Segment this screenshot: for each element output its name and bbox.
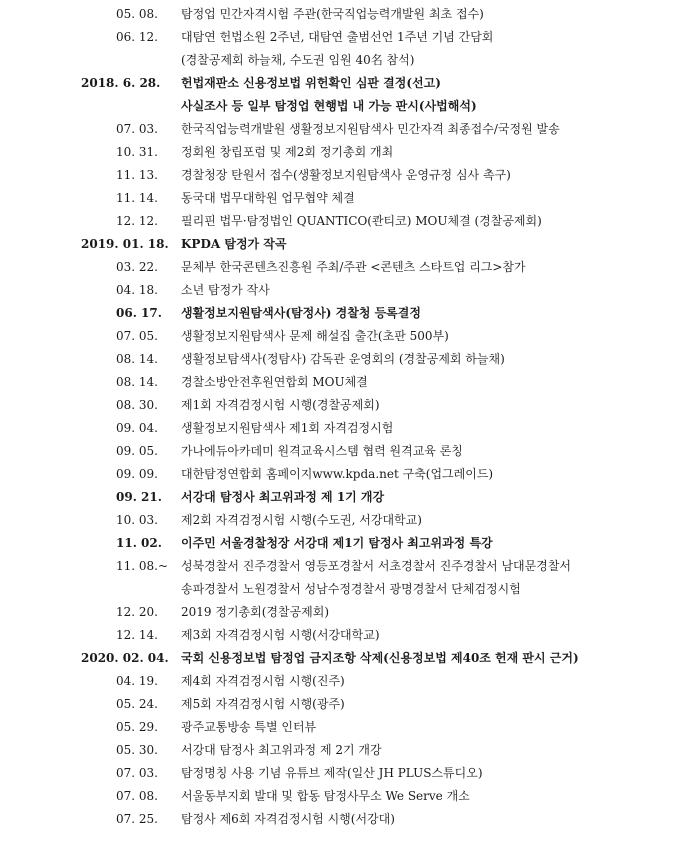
timeline-date: 08. 14. <box>116 375 158 389</box>
timeline-date: 11. 14. <box>116 191 158 205</box>
timeline-event: 동국대 법무대학원 업무협약 체결 <box>181 191 355 205</box>
timeline-date: 2020. 02. 04. <box>81 651 169 665</box>
timeline-date: 11. 02. <box>116 536 162 550</box>
timeline-row <box>0 302 684 324</box>
timeline-event: 생활정보지원탐색사 문제 해설집 출간(초판 500부) <box>181 329 449 343</box>
timeline-date: 07. 03. <box>116 122 158 136</box>
timeline-date: 06. 12. <box>116 30 158 44</box>
timeline-date: 04. 18. <box>116 283 158 297</box>
timeline-row <box>0 49 684 71</box>
timeline-date: 11. 08.~ <box>116 559 169 573</box>
timeline-date: 05. 29. <box>116 720 158 734</box>
timeline-date: 2019. 01. 18. <box>81 237 169 251</box>
timeline-event: 송파경찰서 노원경찰서 성남수정경찰서 광명경찰서 단체검정시험 <box>181 582 521 596</box>
timeline-event: 탐정업 민간자격시험 주관(한국직업능력개발원 최초 접수) <box>181 7 484 21</box>
timeline-row <box>0 509 684 531</box>
timeline-row <box>0 394 684 416</box>
timeline-event: 서강대 탐정사 최고위과정 제 1기 개강 <box>181 490 385 504</box>
timeline-event: 제2회 자격검정시험 시행(수도권, 서강대학교) <box>181 513 422 527</box>
timeline-event: 사실조사 등 일부 탐정업 현행법 내 가능 판시(사법해석) <box>181 99 477 113</box>
timeline-row <box>0 325 684 347</box>
timeline-event: 생활정보탐색사(정탐사) 감독관 운영회의 (경찰공제회 하늘채) <box>181 352 505 366</box>
timeline-event: 대한탐정연합회 홈페이지www.kpda.net 구축(업그레이드) <box>181 467 494 481</box>
timeline-event: 한국직업능력개발원 생활정보지원탐색사 민간자격 최종접수/국정원 발송 <box>181 122 560 136</box>
timeline-row <box>0 72 684 94</box>
timeline-row <box>0 463 684 485</box>
timeline-date: 04. 19. <box>116 674 158 688</box>
timeline-date: 10. 03. <box>116 513 158 527</box>
timeline-event: 2019 정기총회(경찰공제회) <box>181 605 330 619</box>
timeline-row <box>0 693 684 715</box>
timeline-row <box>0 118 684 140</box>
timeline-event: 탐정명칭 사용 기념 유튜브 제작(일산 JH PLUS스튜디오) <box>181 766 483 780</box>
timeline-date: 07. 03. <box>116 766 158 780</box>
timeline-date: 09. 21. <box>116 490 162 504</box>
timeline-row <box>0 624 684 646</box>
timeline-row <box>0 348 684 370</box>
timeline-row <box>0 670 684 692</box>
timeline-event: 정회원 창립포럼 및 제2회 정기총회 개최 <box>181 145 394 159</box>
timeline-date: 06. 17. <box>116 306 162 320</box>
timeline-date: 12. 20. <box>116 605 158 619</box>
timeline-row <box>0 26 684 48</box>
timeline-event: 서울동부지회 발대 및 합동 탐정사무소 We Serve 개소 <box>181 789 470 803</box>
timeline-date: 05. 30. <box>116 743 158 757</box>
timeline-event: 제3회 자격검정시험 시행(서강대학교) <box>181 628 380 642</box>
timeline-event: 제1회 자격검정시험 시행(경찰공제회) <box>181 398 380 412</box>
timeline-date: 07. 08. <box>116 789 158 803</box>
timeline-date: 09. 05. <box>116 444 158 458</box>
timeline-event: 제4회 자격검정시험 시행(진주) <box>181 674 345 688</box>
timeline-event: 헌법재판소 신용정보법 위헌확인 심판 결정(선고) <box>181 76 441 90</box>
timeline-date: 03. 22. <box>116 260 158 274</box>
timeline-date: 09. 09. <box>116 467 158 481</box>
timeline-date: 05. 24. <box>116 697 158 711</box>
timeline-date: 2018. 6. 28. <box>81 76 161 90</box>
timeline-event: 생활정보지원탐색사(탐정사) 경찰청 등록결정 <box>181 306 421 320</box>
timeline-event: 제5회 자격검정시험 시행(광주) <box>181 697 345 711</box>
timeline-date: 11. 13. <box>116 168 158 182</box>
timeline-row <box>0 555 684 577</box>
timeline-date: 07. 05. <box>116 329 158 343</box>
timeline-date: 09. 04. <box>116 421 158 435</box>
timeline-event: 서강대 탐정사 최고위과정 제 2기 개강 <box>181 743 382 757</box>
timeline-event: (경찰공제회 하늘채, 수도권 임원 40名 참석) <box>181 53 415 67</box>
timeline-row <box>0 210 684 232</box>
timeline-event: KPDA 탐정가 작곡 <box>181 237 287 251</box>
timeline-row <box>0 233 684 255</box>
timeline-row <box>0 256 684 278</box>
timeline-row <box>0 601 684 623</box>
timeline-event: 경찰소방안전후원연합회 MOU체결 <box>181 375 368 389</box>
timeline-row <box>0 486 684 508</box>
timeline-row <box>0 739 684 761</box>
timeline-event: 가나에듀아카데미 원격교육시스템 협력 원격교육 론칭 <box>181 444 463 458</box>
timeline-event: 이주민 서울경찰청장 서강대 제1기 탐정사 최고위과정 특강 <box>181 536 493 550</box>
timeline-row <box>0 3 684 25</box>
timeline-date: 07. 25. <box>116 812 158 826</box>
timeline-event: 문체부 한국콘텐츠진흥원 주최/주관 <콘텐츠 스타트업 리그>참가 <box>181 260 526 274</box>
timeline-row <box>0 141 684 163</box>
timeline-date: 10. 31. <box>116 145 158 159</box>
timeline-row <box>0 279 684 301</box>
timeline-row <box>0 95 684 117</box>
timeline-event: 국회 신용정보법 탐정업 금지조항 삭제(신용정보법 제40조 헌재 판시 근거) <box>181 651 579 665</box>
timeline-event: 탐정사 제6회 자격검정시험 시행(서강대) <box>181 812 395 826</box>
timeline-date: 12. 14. <box>116 628 158 642</box>
timeline-event: 소년 탐정가 작사 <box>181 283 270 297</box>
timeline-row <box>0 808 684 830</box>
timeline-event: 성북경찰서 진주경찰서 영등포경찰서 서초경찰서 진주경찰서 남대문경찰서 <box>181 559 572 573</box>
timeline-row <box>0 440 684 462</box>
timeline-date: 05. 08. <box>116 7 158 21</box>
timeline-event: 광주교통방송 특별 인터뷰 <box>181 720 317 734</box>
timeline-row <box>0 532 684 554</box>
timeline-row <box>0 716 684 738</box>
timeline-event: 대탐연 헌법소원 2주년, 대탐연 출범선언 1주년 기념 간담회 <box>181 30 494 44</box>
timeline-row <box>0 371 684 393</box>
timeline-row <box>0 647 684 669</box>
timeline-event: 필리핀 법무·탐정법인 QUANTICO(콴티코) MOU체결 (경찰공제회) <box>181 214 542 228</box>
timeline-row <box>0 164 684 186</box>
timeline-row <box>0 578 684 600</box>
timeline-date: 08. 30. <box>116 398 158 412</box>
timeline-date: 08. 14. <box>116 352 158 366</box>
timeline-row <box>0 417 684 439</box>
timeline-date: 12. 12. <box>116 214 158 228</box>
timeline-row <box>0 762 684 784</box>
timeline-row <box>0 785 684 807</box>
timeline-event: 경찰청장 탄원서 접수(생활정보지원탐색사 운영규정 심사 촉구) <box>181 168 511 182</box>
timeline-event: 생활정보지원탐색사 제1회 자격검정시험 <box>181 421 394 435</box>
timeline-row <box>0 187 684 209</box>
